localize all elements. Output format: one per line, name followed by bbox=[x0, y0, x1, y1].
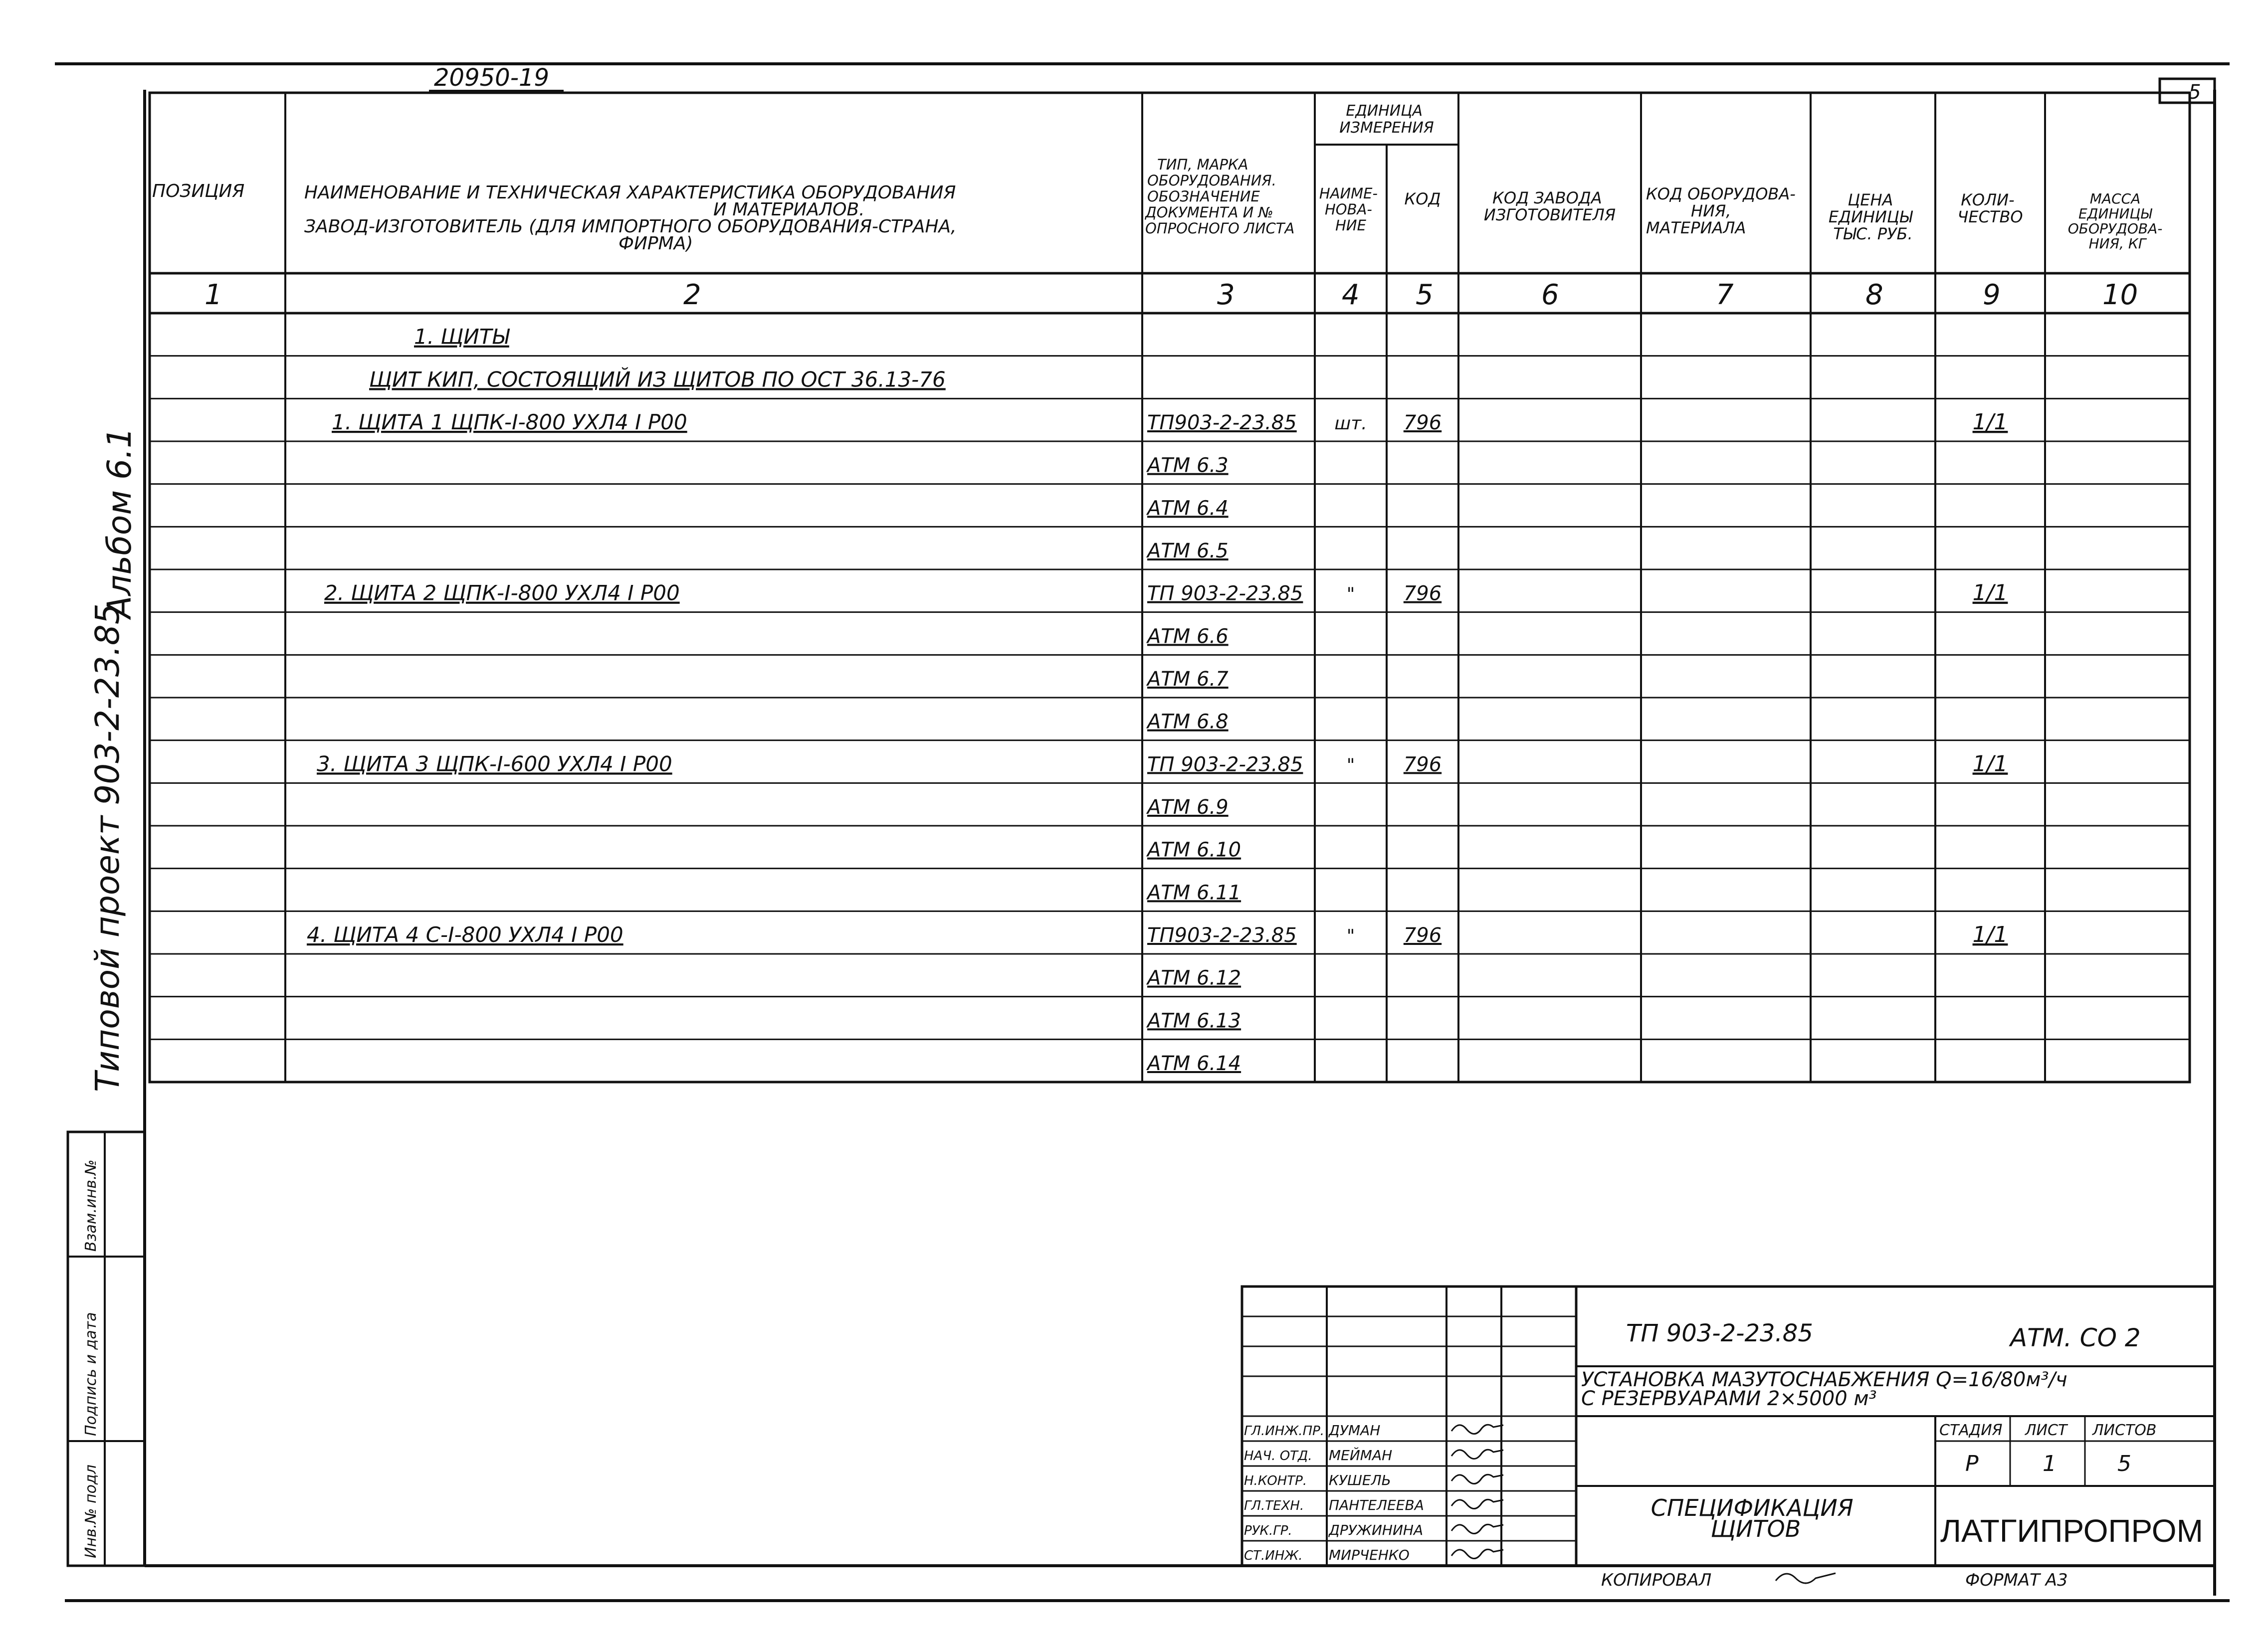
item-document: АТМ 6.6 bbox=[1147, 625, 1229, 648]
stamp-replaced-inv: Взам.инв.№ bbox=[82, 1159, 100, 1252]
item-unit-code: 796 bbox=[1403, 411, 1442, 435]
item-unit: " bbox=[1346, 755, 1355, 776]
signer-name: КУШЕЛЬ bbox=[1329, 1472, 1391, 1488]
tb-format: ФОРМАТ А3 bbox=[1965, 1570, 2068, 1590]
col-number: 2 bbox=[683, 279, 701, 311]
tb-project-title: УСТАНОВКА МАЗУТОСНАБЖЕНИЯ Q=16/80м³/ч С РЕЗЕРВУАРАМИ 2×5000 м³ bbox=[1581, 1368, 2067, 1410]
item-document: АТМ 6.4 bbox=[1147, 497, 1229, 520]
item-quantity: 1/1 bbox=[1972, 580, 2008, 606]
column-numbers bbox=[205, 279, 2138, 311]
tb-stage: Р bbox=[1965, 1451, 1979, 1476]
handwritten-signature bbox=[1451, 1549, 1503, 1558]
item-name: 1. ЩИТА 1 ЩПК-I-800 УХЛ4 I Р00 bbox=[332, 410, 687, 435]
item-unit: " bbox=[1346, 584, 1355, 605]
col-number: 3 bbox=[1217, 279, 1235, 311]
signature-row bbox=[1244, 1497, 1503, 1513]
item-document: ТП 903-2-23.85 bbox=[1147, 753, 1303, 776]
table-row bbox=[1146, 881, 1241, 904]
signer-role: Н.КОНТР. bbox=[1244, 1473, 1307, 1488]
col-number: 6 bbox=[1541, 279, 1559, 311]
table-row bbox=[307, 922, 2008, 947]
sheet-corner-box bbox=[2160, 79, 2215, 103]
col-number: 5 bbox=[1416, 279, 1434, 311]
signature-row bbox=[1244, 1522, 1503, 1538]
tb-copied: КОПИРОВАЛ bbox=[1601, 1570, 1712, 1590]
item-document: АТМ 6.7 bbox=[1147, 668, 1229, 691]
table-row bbox=[1146, 1009, 1241, 1032]
item-document: АТМ 6.9 bbox=[1147, 796, 1229, 819]
tb-mark: АТМ. СО 2 bbox=[2010, 1323, 2141, 1352]
signer-name: МИРЧЕНКО bbox=[1329, 1547, 1410, 1563]
header-factory-code: КОД ЗАВОДА ИЗГОТОВИТЕЛЯ bbox=[1483, 188, 1616, 224]
stamp-inv-no: Инв.№ подл bbox=[82, 1465, 100, 1558]
header-unit-code: КОД bbox=[1404, 189, 1441, 208]
item-document: АТМ 6.5 bbox=[1147, 540, 1229, 563]
header-unit-group: ЕДИНИЦА ИЗМЕРЕНИЯ bbox=[1339, 102, 1434, 137]
sheet-corner-number: 5 bbox=[2188, 81, 2201, 104]
header-type-mark: ТИП, МАРКА ОБОРУДОВАНИЯ. ОБОЗНАЧЕНИЕ ДОКУМЕНТА И № ОПРОСНОГО ЛИСТА bbox=[1145, 156, 1295, 237]
table-row bbox=[1146, 625, 1229, 648]
header-unit-name: НАИМЕ- НОВА- НИЕ bbox=[1319, 185, 1378, 234]
signature-rows bbox=[1244, 1422, 1503, 1563]
tb-doc-title: СПЕЦИФИКАЦИЯ ЩИТОВ bbox=[1650, 1494, 1854, 1542]
col-number: 10 bbox=[2102, 279, 2138, 311]
signature-row bbox=[1244, 1547, 1503, 1563]
col-number: 4 bbox=[1342, 279, 1360, 311]
table-row bbox=[1146, 796, 1229, 819]
table-row bbox=[414, 325, 510, 349]
item-quantity: 1/1 bbox=[1972, 751, 2008, 777]
item-document: АТМ 6.10 bbox=[1147, 838, 1241, 862]
signature-row bbox=[1244, 1472, 1503, 1488]
item-document: ТП903-2-23.85 bbox=[1147, 924, 1297, 947]
table-row bbox=[332, 409, 2008, 435]
item-document: АТМ 6.12 bbox=[1147, 966, 1241, 990]
item-unit-code: 796 bbox=[1403, 924, 1442, 947]
item-name: 1. ЩИТЫ bbox=[414, 324, 509, 349]
signer-name: ПАНТЕЛЕЕВА bbox=[1329, 1497, 1424, 1513]
handwritten-signature bbox=[1451, 1425, 1503, 1434]
signer-role: СТ.ИНЖ. bbox=[1244, 1548, 1303, 1563]
project-label: Типовой проект 903-2-23.85 bbox=[88, 603, 127, 1092]
table-row bbox=[369, 366, 946, 391]
table-row bbox=[1146, 711, 1229, 733]
item-quantity: 1/1 bbox=[1972, 409, 2008, 435]
header-mass: МАССА ЕДИНИЦЫ ОБОРУДОВА- НИЯ, КГ bbox=[2067, 190, 2163, 252]
title-block bbox=[1242, 1286, 2215, 1590]
tb-sheets-label: ЛИСТОВ bbox=[2092, 1422, 2157, 1439]
table-row bbox=[1146, 540, 1229, 562]
album-label: Альбом 6.1 bbox=[100, 427, 139, 618]
col-number: 9 bbox=[1983, 279, 2001, 311]
specification-table bbox=[150, 93, 2190, 1082]
item-document: ТП903-2-23.85 bbox=[1147, 411, 1297, 435]
item-unit: шт. bbox=[1334, 413, 1367, 434]
signer-name: ДРУЖИНИНА bbox=[1329, 1522, 1424, 1538]
side-stamp bbox=[68, 1132, 145, 1566]
tb-organization: ЛАТГИПРОПРОМ bbox=[1940, 1513, 2203, 1549]
tb-sheet: 1 bbox=[2043, 1451, 2057, 1476]
header-name: НАИМЕНОВАНИЕ И ТЕХНИЧЕСКАЯ ХАРАКТЕРИСТИКА ОБОРУДОВАНИЯ И МАТЕРИАЛОВ. ЗАВОД-ИЗГОТОВИТЕЛЬ (ДЛЯ ИМПОРТНОГО ОБОРУДОВАНИЯ-СТРАНА, ФИРМА) bbox=[304, 183, 957, 254]
item-name: 2. ЩИТА 2 ЩПК-I-800 УХЛ4 I Р00 bbox=[324, 580, 680, 605]
item-document: АТМ 6.8 bbox=[1147, 710, 1229, 733]
tb-stage-label: СТАДИЯ bbox=[1939, 1422, 2003, 1439]
item-name: 4. ЩИТА 4 С-I-800 УХЛ4 I Р00 bbox=[307, 922, 623, 947]
stamp-sign-date: Подпись и дата bbox=[82, 1312, 100, 1436]
table-row bbox=[1146, 967, 1241, 990]
signer-role: ГЛ.ТЕХН. bbox=[1244, 1498, 1304, 1513]
signer-role: ГЛ.ИНЖ.ПР. bbox=[1244, 1424, 1325, 1439]
item-name: ЩИТ КИП, СОСТОЯЩИЙ ИЗ ЩИТОВ ПО ОСТ 36.13-76 bbox=[369, 367, 946, 392]
tb-sheets: 5 bbox=[2117, 1451, 2131, 1476]
tb-sheet-label: ЛИСТ bbox=[2025, 1422, 2067, 1439]
table-row bbox=[317, 751, 2008, 776]
item-unit-code: 796 bbox=[1403, 582, 1442, 605]
signature-row bbox=[1244, 1422, 1503, 1439]
item-document: АТМ 6.11 bbox=[1147, 881, 1241, 905]
header-equipment-code: КОД ОБОРУДОВА- НИЯ, МАТЕРИАЛА bbox=[1646, 184, 1796, 237]
signature-row bbox=[1244, 1447, 1503, 1464]
item-document: АТМ 6.3 bbox=[1147, 454, 1229, 477]
header-price: ЦЕНА ЕДИНИЦЫ ТЫС. РУБ. bbox=[1828, 190, 1913, 243]
item-document: ТП 903-2-23.85 bbox=[1147, 582, 1303, 605]
col-number: 7 bbox=[1716, 279, 1734, 311]
header-quantity: КОЛИ- ЧЕСТВО bbox=[1957, 190, 2023, 226]
table-row bbox=[1146, 668, 1229, 691]
signer-role: НАЧ. ОТД. bbox=[1244, 1449, 1312, 1464]
handwritten-signature bbox=[1451, 1474, 1503, 1483]
handwritten-signature bbox=[1451, 1499, 1503, 1508]
item-document: АТМ 6.14 bbox=[1147, 1052, 1241, 1076]
item-document: АТМ 6.13 bbox=[1147, 1009, 1241, 1033]
table-row bbox=[1146, 497, 1229, 520]
doc-number: 20950-19 bbox=[434, 64, 550, 92]
table-row bbox=[1146, 454, 1229, 477]
item-unit: " bbox=[1346, 926, 1355, 947]
table-row bbox=[1146, 839, 1241, 862]
handwritten-signature bbox=[1451, 1524, 1503, 1533]
signer-name: ДУМАН bbox=[1329, 1422, 1381, 1439]
copier-signature bbox=[1776, 1573, 1836, 1583]
tb-designation: ТП 903-2-23.85 bbox=[1626, 1319, 1813, 1347]
handwritten-signature bbox=[1451, 1450, 1503, 1459]
signer-role: РУК.ГР. bbox=[1244, 1523, 1292, 1538]
table-rows bbox=[307, 325, 2008, 1075]
table-row bbox=[1146, 1052, 1241, 1075]
col-number: 8 bbox=[1865, 279, 1883, 311]
col-number: 1 bbox=[205, 279, 222, 311]
item-unit-code: 796 bbox=[1403, 753, 1442, 776]
header-position: ПОЗИЦИЯ bbox=[152, 181, 245, 201]
table-row bbox=[324, 580, 2008, 606]
item-name: 3. ЩИТА 3 ЩПК-I-600 УХЛ4 I Р00 bbox=[317, 751, 672, 776]
signer-name: МЕЙМАН bbox=[1329, 1447, 1393, 1464]
item-quantity: 1/1 bbox=[1972, 922, 2008, 948]
